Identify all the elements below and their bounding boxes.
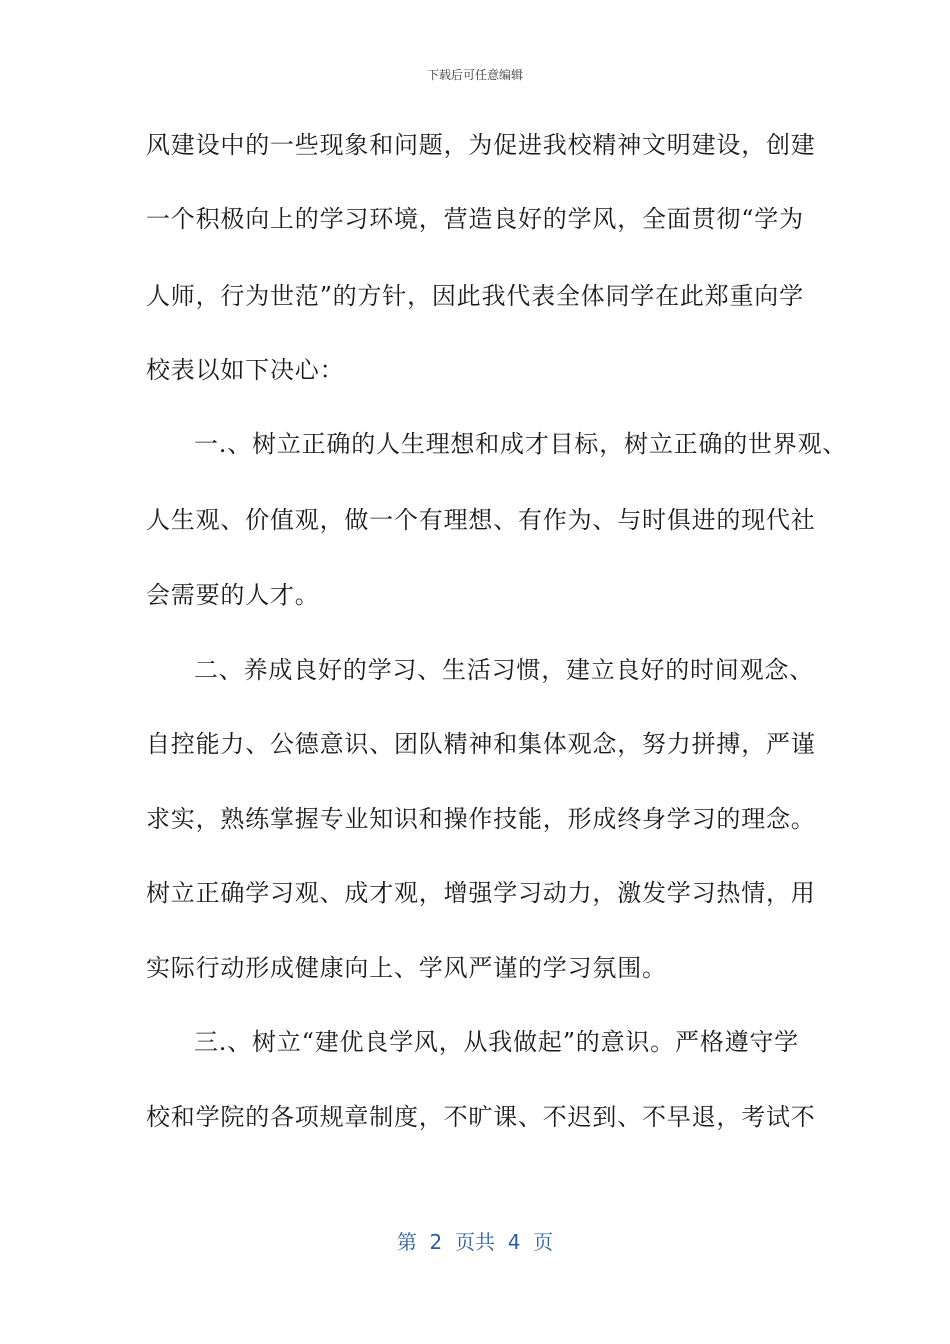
body-line: 求实，熟练掌握专业知识和操作技能，形成终身学习的理念。 — [146, 805, 816, 833]
body-line: 人生观、价值观，做一个有理想、有作为、与时俱进的现代社 — [146, 506, 816, 534]
body-line: 自控能力、公德意识、团队精神和集体观念，努力拼搏，严谨 — [146, 730, 816, 758]
body-line: 风建设中的一些现象和问题，为促进我校精神文明建设，创建 — [146, 131, 816, 159]
body-line: 人师，行为世范”的方针，因此我代表全体同学在此郑重向学 — [146, 282, 804, 310]
body-line: 校表以如下决心： — [146, 356, 345, 384]
body-line: 一.、树立正确的人生理想和成才目标，树立正确的世界观、 — [194, 430, 848, 458]
body-line: 实际行动形成健康向上、学风严谨的学习氛围。 — [146, 954, 667, 982]
body-line: 会需要的人才。 — [146, 581, 320, 609]
page-number-footer: 第 2 页共 4 页 — [396, 1230, 554, 1254]
body-line: 二、养成良好的学习、生活习惯，建立良好的时间观念、 — [194, 656, 814, 684]
body-line: 树立正确学习观、成才观，增强学习动力，激发学习热情，用 — [146, 879, 816, 907]
body-line: 三.、树立“建优良学风，从我做起”的意识。严格遵守学 — [194, 1028, 799, 1056]
body-line: 一个积极向上的学习环境，营造良好的学风，全面贯彻“学为 — [146, 205, 804, 233]
page-header: 下载后可任意编辑 — [426, 68, 523, 82]
body-line: 校和学院的各项规章制度，不旷课、不迟到、不早退，考试不 — [146, 1103, 816, 1131]
